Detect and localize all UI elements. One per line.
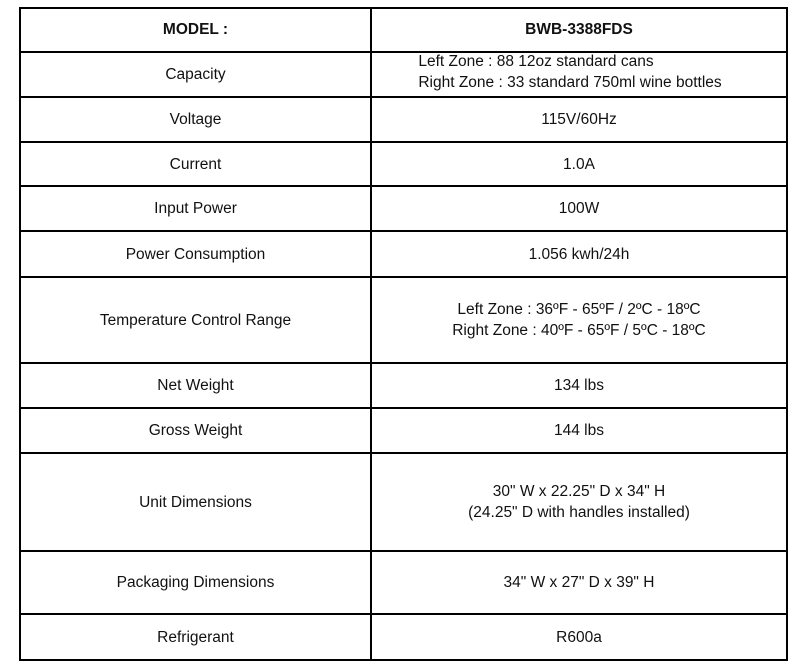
table-row xyxy=(20,408,787,453)
table-row xyxy=(20,614,787,660)
value-line: Right Zone : 33 standard 750ml wine bottles xyxy=(418,73,722,91)
spec-label: Power Consumption xyxy=(20,231,371,277)
spec-value: 1.056 kwh/24h xyxy=(371,231,787,277)
value-line: (24.25" D with handles installed) xyxy=(468,504,690,521)
spec-value: 1.0A xyxy=(371,142,787,186)
model-value: BWB-3388FDS xyxy=(371,8,787,52)
table-row xyxy=(20,453,787,551)
spec-value: 144 lbs xyxy=(371,408,787,453)
spec-value xyxy=(371,453,787,551)
model-label: MODEL : xyxy=(20,8,371,52)
table-row xyxy=(20,52,787,97)
spec-label: Refrigerant xyxy=(20,614,371,660)
spec-label: Input Power xyxy=(20,186,371,231)
spec-label: Net Weight xyxy=(20,363,371,408)
value-line: Right Zone : 40ºF - 65ºF / 5ºC - 18ºC xyxy=(452,322,706,339)
spec-value xyxy=(371,277,787,363)
value-line: Left Zone : 88 12oz standard cans xyxy=(418,52,654,70)
table-row xyxy=(20,277,787,363)
table-header-row xyxy=(20,8,787,52)
value-line: Left Zone : 36ºF - 65ºF / 2ºC - 18ºC xyxy=(457,301,701,318)
table-row xyxy=(20,186,787,231)
spec-label: Current xyxy=(20,142,371,186)
spec-label: Temperature Control Range xyxy=(20,277,371,363)
table-row xyxy=(20,142,787,186)
spec-value: 134 lbs xyxy=(371,363,787,408)
table-row xyxy=(20,231,787,277)
table-row xyxy=(20,97,787,142)
spec-value: 100W xyxy=(371,186,787,231)
spec-label: Voltage xyxy=(20,97,371,142)
spec-label: Gross Weight xyxy=(20,408,371,453)
spec-value xyxy=(371,52,787,97)
spec-value: 34" W x 27" D x 39" H xyxy=(371,551,787,614)
spec-label: Capacity xyxy=(20,52,371,97)
table-row xyxy=(20,363,787,408)
spec-label: Packaging Dimensions xyxy=(20,551,371,614)
value-line: 30" W x 22.25" D x 34" H xyxy=(492,483,666,500)
spec-value: 115V/60Hz xyxy=(371,97,787,142)
table-row xyxy=(20,551,787,614)
spec-value: R600a xyxy=(371,614,787,660)
spec-table xyxy=(19,7,788,661)
spec-label: Unit Dimensions xyxy=(20,453,371,551)
